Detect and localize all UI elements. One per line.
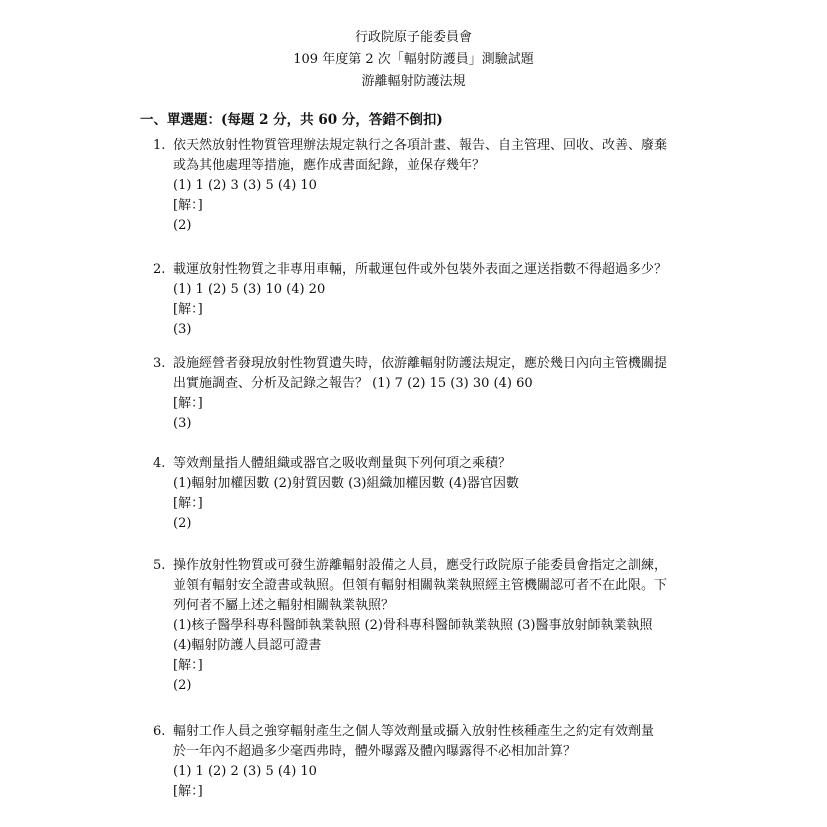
question-options: (1)核子醫學科專科醫師執業執照 (2)骨科專科醫師執業執照 (3)醫事放射師執業執照 [173,618,653,633]
solution-label: [解：] [173,784,203,799]
question-text: 於一年內不超過多少毫西弗時，體外曝露及體內曝露得不必相加計算？ [173,744,577,759]
question-5 [153,556,698,696]
header-subject: 游離輻射防護法規 [361,74,466,89]
question-number: 4. [153,456,166,471]
question-3 [153,354,698,434]
answer: (2) [173,678,192,693]
question-number: 6. [153,724,166,739]
answer: (2) [173,218,192,233]
answer: (3) [173,416,192,431]
question-number: 2. [153,262,166,277]
answer: (2) [173,516,192,531]
question-text: 列何者不屬上述之輻射相關執業執照？ [173,598,395,613]
question-options: (1) 1 (2) 5 (3) 10 (4) 20 [173,282,326,297]
solution-label: [解：] [173,198,203,213]
header-org: 行政院原子能委員會 [354,30,472,45]
solution-label: [解：] [173,658,203,673]
question-text: 或為其他處理等措施，應作成書面紀錄，並保存幾年？ [173,158,486,173]
question-options: (1)輻射加權因數 (2)射質因數 (3)組織加權因數 (4)器官因數 [173,476,520,491]
question-2 [153,260,698,340]
question-6 [153,722,698,802]
question-options: (1) 1 (2) 3 (3) 5 (4) 10 [173,178,317,193]
question-number: 5. [153,558,166,573]
answer: (3) [173,322,192,337]
question-text: 等效劑量指人體組織或器官之吸收劑量與下列何項之乘積？ [173,456,512,471]
question-text: 操作放射性物質或可發生游離輻射設備之人員，應受行政院原子能委員會指定之訓練， [173,558,668,573]
question-4 [153,454,698,534]
question-options: (4)輻射防護人員認可證書 [173,638,322,653]
question-number: 1. [153,138,166,153]
question-text: 設施經營者發現放射性物質遺失時，依游離輻射防護法規定，應於幾日內向主管機關提 [173,356,668,371]
question-1 [153,136,698,236]
solution-label: [解：] [173,496,203,511]
question-text: 依天然放射性物質管理辦法規定執行之各項計畫、報告、自主管理、回收、改善、廢棄 [173,138,668,153]
solution-label: [解：] [173,396,203,411]
header-exam-title: 109 年度第 2 次「輻射防護員」測驗試題 [293,52,534,67]
question-text: 載運放射性物質之非專用車輛，所載運包件或外包裝外表面之運送指數不得超過多少？ [173,262,668,277]
question-text: 出實施調查、分析及記錄之報告？ (1) 7 (2) 15 (3) 30 (4) 60 [173,376,533,391]
question-options: (1) 1 (2) 2 (3) 5 (4) 10 [173,764,317,779]
section-title: 一、單選題：(每題 2 分，共 60 分，答錯不倒扣) [140,112,443,128]
question-text: 輻射工作人員之強穿輻射產生之個人等效劑量或攝入放射性核種產生之約定有效劑量 [173,724,655,739]
question-text: 並領有輻射安全證書或執照。但領有輻射相關執業執照經主管機關認可者不在此限。下 [173,578,668,593]
question-number: 3. [153,356,166,371]
solution-label: [解：] [173,302,203,317]
